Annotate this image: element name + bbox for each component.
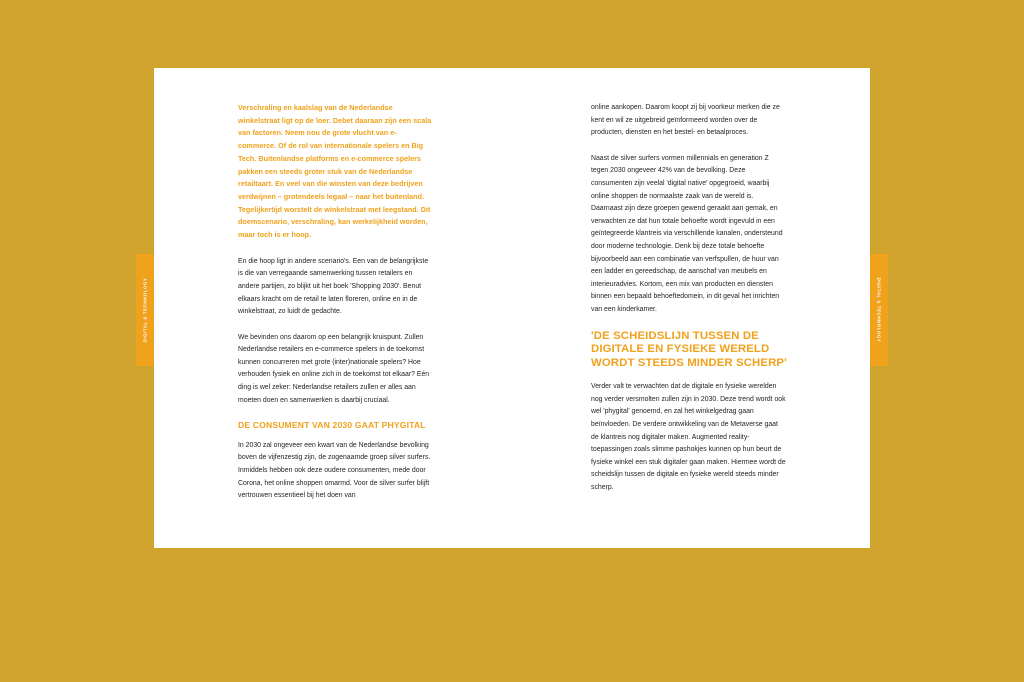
left-section-heading: DE CONSUMENT VAN 2030 GAAT PHYGITAL — [238, 420, 426, 431]
left-page-column — [238, 102, 434, 516]
left-lead-paragraph: Verschraling en kaalslag van de Nederlandse winkelstraat ligt op de loer. Debet daaraan zijn een scala van factoren. Neem nou de grote vlucht van e-commerce. Of de rol van internationale spelers en Big Tech. Buitenlandse platforms en e-commerce spelers pakken een steeds groter stuk van de Nederlandse retailtaart. En veel van die winsten van deze bedrijven verdwijnen – grotendeels legaal – naar het buitenland. Tegelijkertijd worstelt de winkelstraat met leegstand. Dit doemscenario, verschraling, kan werkelijkheid worden, maar toch is er hoop. — [238, 103, 432, 240]
right-page-side-tab — [870, 254, 888, 366]
spread-columns — [154, 68, 870, 548]
left-paragraph-1: En die hoop ligt in andere scenario's. Een van de belangrijkste is die van verregaande samenwerking tussen retailers en andere partijen, zo blijkt uit het boek 'Shopping 2030'. Benut elkaars kracht om de retail te laten floreren, online en in de winkelstraat, zo luidt de gedachte. — [238, 257, 429, 316]
right-tab-label: DIGITAL & TECHNOLOGY — [876, 277, 882, 343]
left-tab-label: DIGITAL & TECHNOLOGY — [142, 277, 148, 343]
document-spread — [142, 68, 882, 548]
right-page-column — [591, 102, 787, 508]
right-paragraph-1: online aankopen. Daarom koopt zij bij voorkeur merken die ze kent en wil ze uitgebreid geïnformeerd worden over de producten, diensten en het bestel- en betaalproces. — [591, 104, 780, 137]
right-paragraph-3: Verder valt te verwachten dat de digitale en fysieke werelden nog verder versmolten zullen zijn in 2030. Deze trend wordt ook wel 'phygital' genoemd, en zal het winkelgedrag gaan beïnvloeden. De verdere ontwikkeling van de Metaverse gaat de klantreis nog digitaler maken. Augmented reality-toepassingen zoals slimme pashokjes kunnen op hun beurt de fysieke winkel een stuk digitaler gaan maken. Hiermee wordt de scheidslijn tussen de digitale en fysieke wereld steeds minder scherp. — [591, 383, 786, 492]
left-paragraph-3: In 2030 zal ongeveer een kwart van de Nederlandse bevolking boven de vijfenzestig zijn, de zogenaamde groep silver surfers. Inmiddels hebben ook deze oudere consumenten, mede door Corona, het online shoppen omarmd. Voor de silver surfer blijft vertrouwen essentieel bij het doen van — [238, 441, 431, 500]
left-paragraph-2: We bevinden ons daarom op een belangrijk kruispunt. Zullen Nederlandse retailers en e-commerce spelers in de toekomst kunnen concurreren met grote (inter)nationale spelers? Hoe verhouden fysiek en online zich in de toekomst tot elkaar? Eén ding is wel zeker: Nederlandse retailers zullen er alles aan moeten doen en samenwerken is daarbij cruciaal. — [238, 333, 430, 404]
left-page-side-tab — [136, 254, 154, 366]
right-paragraph-2: Naast de silver surfers vormen millennials en generation Z tegen 2030 ongeveer 42% van de bevolking. Deze consumenten zijn veelal 'digital native' opgegroeid, waarbij online shoppen de normaalste zaak van de wereld is. Daarnaast zijn deze groepen gewend geraakt aan gemak, en verwachten ze dat hun totale behoefte wordt ingevuld in een geïntegreerde klantreis via verschillende kanalen, ondersteund door moderne technologie. Denk bij deze totale behoefte bijvoorbeeld aan een combinatie van verfspullen, de huur van een ladder en gereedschap, de aanschaf van meubels en interieuradvies. Kortom, een mix van producten en diensten binnen een bepaald behoeftedomein, in dit geval het inrichten van een kinderkamer. — [591, 154, 783, 313]
right-pull-quote-heading: 'DE SCHEIDSLIJN TUSSEN DE DIGITALE EN FYSIEKE WERELD WORDT STEEDS MINDER SCHERP' — [591, 329, 787, 369]
